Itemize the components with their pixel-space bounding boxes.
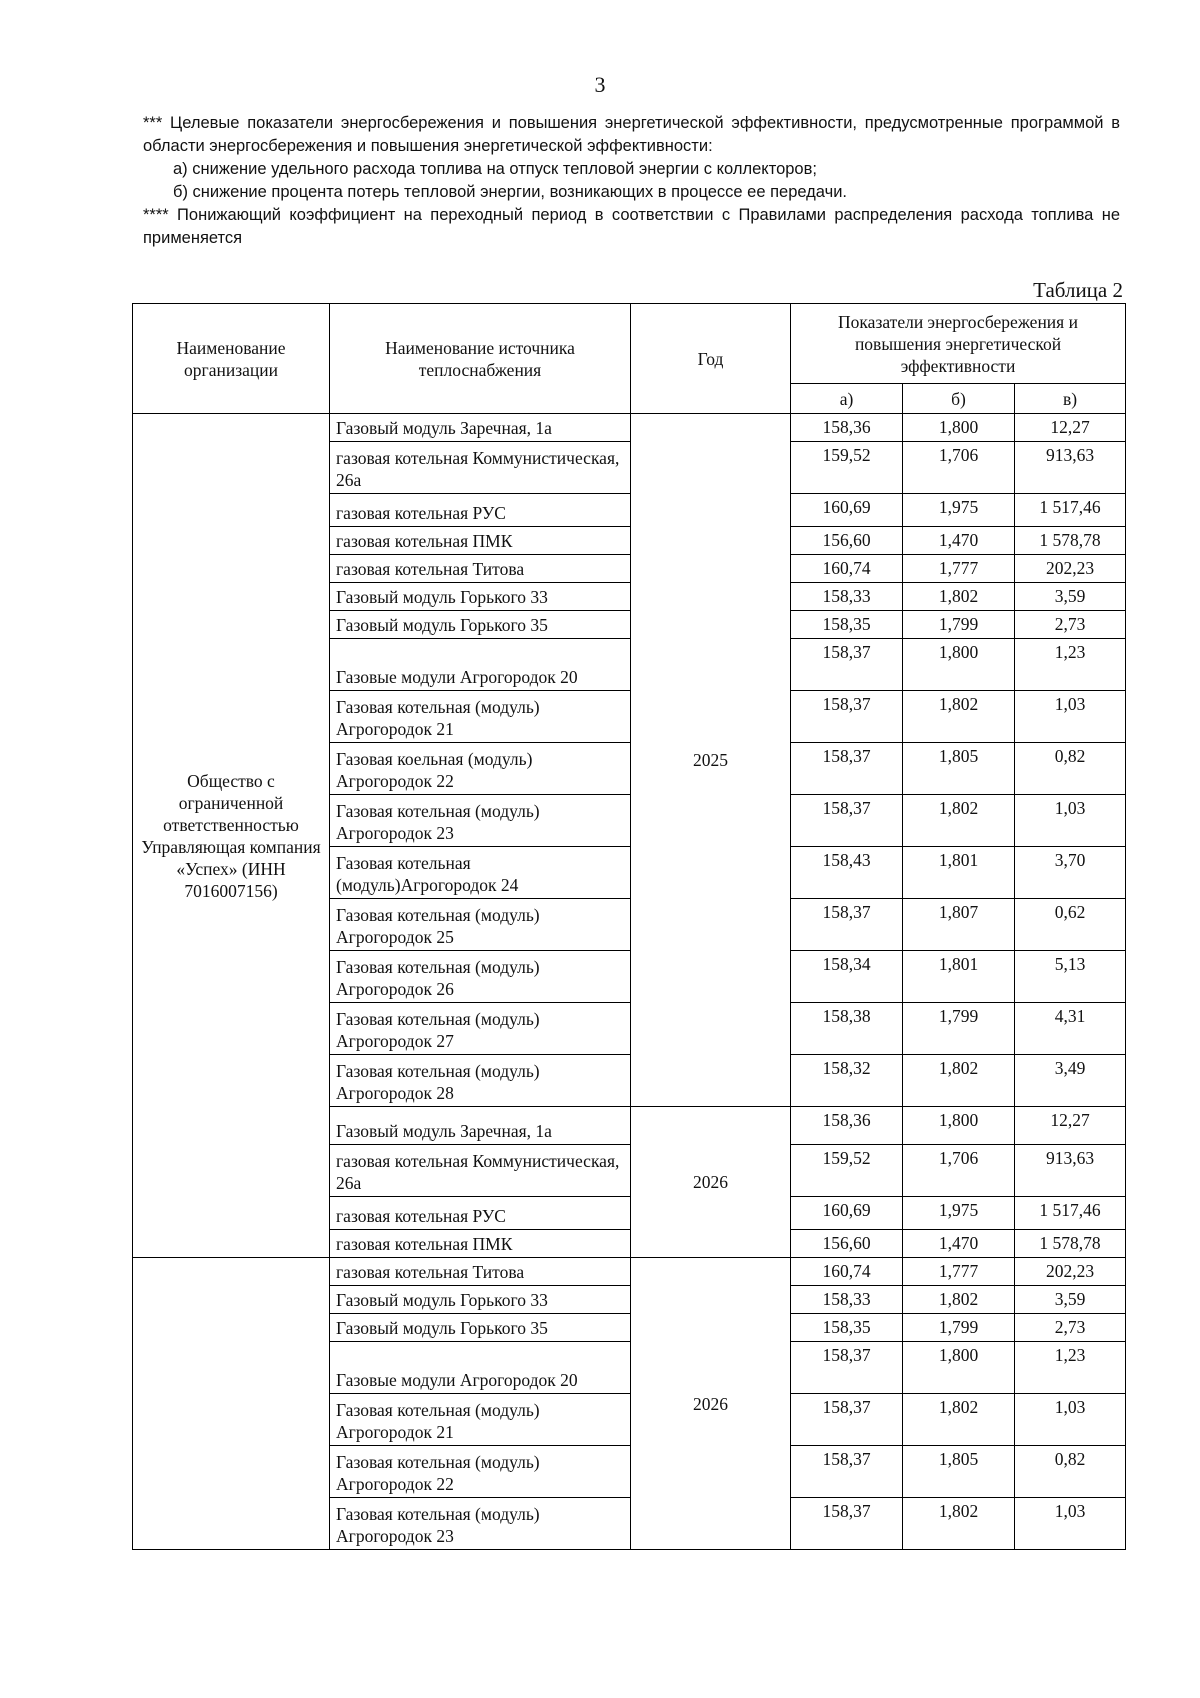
indicator-b-value: 1,801 bbox=[903, 951, 1015, 1003]
indicator-a-value: 158,36 bbox=[791, 414, 903, 442]
indicator-c-value: 913,63 bbox=[1015, 442, 1126, 494]
table-row bbox=[133, 1258, 1126, 1286]
indicator-b-value: 1,777 bbox=[903, 555, 1015, 583]
footnote-targets: *** Целевые показатели энергосбережения и повышения энергетической эффективности, предусмотренные программой в области энергосбережения и повышения энергетической эффективности: bbox=[143, 114, 1120, 155]
indicator-a-value: 158,37 bbox=[791, 1498, 903, 1550]
indicator-b-value: 1,706 bbox=[903, 1145, 1015, 1197]
indicators-table bbox=[132, 303, 1126, 1550]
indicator-c-value: 1 517,46 bbox=[1015, 1197, 1126, 1230]
indicator-c-value: 1,03 bbox=[1015, 1498, 1126, 1550]
year-cell: 2026 bbox=[631, 1107, 791, 1258]
indicator-a-value: 156,60 bbox=[791, 527, 903, 555]
footnote-item-b: б) снижение процента потерь тепловой энергии, возникающих в процессе ее передачи. bbox=[173, 183, 848, 201]
indicator-a-value: 160,74 bbox=[791, 1258, 903, 1286]
heat-source-name: газовая котельная Титова bbox=[330, 555, 631, 583]
indicator-c-value: 0,82 bbox=[1015, 743, 1126, 795]
footnote-item-a: а) снижение удельного расхода топлива на отпуск тепловой энергии с коллекторов; bbox=[173, 160, 817, 178]
heat-source-name: Газовый модуль Горького 35 bbox=[330, 1314, 631, 1342]
indicator-c-value: 3,49 bbox=[1015, 1055, 1126, 1107]
indicator-c-value: 202,23 bbox=[1015, 555, 1126, 583]
indicator-b-value: 1,802 bbox=[903, 1394, 1015, 1446]
organization-name-continued bbox=[133, 1258, 330, 1550]
indicator-a-value: 158,37 bbox=[791, 1394, 903, 1446]
indicator-a-value: 158,37 bbox=[791, 1446, 903, 1498]
heat-source-name: Газовые модули Агрогородок 20 bbox=[330, 639, 631, 691]
indicator-c-value: 3,59 bbox=[1015, 1286, 1126, 1314]
heat-source-name: газовая котельная Титова bbox=[330, 1258, 631, 1286]
heat-source-name: Газовая котельная (модуль) Агрогородок 21 bbox=[330, 691, 631, 743]
indicator-a-value: 158,33 bbox=[791, 1286, 903, 1314]
indicator-a-value: 158,32 bbox=[791, 1055, 903, 1107]
indicator-a-value: 158,43 bbox=[791, 847, 903, 899]
indicator-b-value: 1,801 bbox=[903, 847, 1015, 899]
indicator-a-value: 158,35 bbox=[791, 1314, 903, 1342]
indicator-b-value: 1,802 bbox=[903, 1286, 1015, 1314]
indicator-c-value: 1 578,78 bbox=[1015, 527, 1126, 555]
heat-source-name: газовая котельная Коммунистическая, 26а bbox=[330, 442, 631, 494]
header-indicator-b: б) bbox=[903, 384, 1015, 414]
heat-source-name: Газовая котельная (модуль) Агрогородок 26 bbox=[330, 951, 631, 1003]
header-indicator-a: а) bbox=[791, 384, 903, 414]
organization-name: Общество с ограниченной ответственностью Управляющая компания «Успех» (ИНН 7016007156) bbox=[133, 414, 330, 1258]
indicator-a-value: 160,74 bbox=[791, 555, 903, 583]
indicator-c-value: 1 578,78 bbox=[1015, 1230, 1126, 1258]
indicator-b-value: 1,800 bbox=[903, 1107, 1015, 1145]
indicator-a-value: 160,69 bbox=[791, 1197, 903, 1230]
heat-source-name: Газовая котельная (модуль) Агрогородок 28 bbox=[330, 1055, 631, 1107]
indicator-c-value: 1,03 bbox=[1015, 1394, 1126, 1446]
indicator-c-value: 5,13 bbox=[1015, 951, 1126, 1003]
table-caption: Таблица 2 bbox=[1033, 278, 1123, 302]
footnote-coefficient: **** Понижающий коэффициент на переходный период в соответствии с Правилами распределения расхода топлива не применяется bbox=[143, 206, 1120, 247]
header-heat-source: Наименование источника теплоснабжения bbox=[330, 304, 631, 414]
indicator-c-value: 0,62 bbox=[1015, 899, 1126, 951]
indicator-c-value: 1,23 bbox=[1015, 1342, 1126, 1394]
heat-source-name: газовая котельная РУС bbox=[330, 494, 631, 527]
indicator-a-value: 156,60 bbox=[791, 1230, 903, 1258]
indicator-a-value: 158,36 bbox=[791, 1107, 903, 1145]
heat-source-name: Газовая котельная (модуль) Агрогородок 25 bbox=[330, 899, 631, 951]
heat-source-name: Газовый модуль Заречная, 1а bbox=[330, 414, 631, 442]
heat-source-name: Газовый модуль Горького 33 bbox=[330, 583, 631, 611]
indicator-a-value: 158,37 bbox=[791, 1342, 903, 1394]
indicator-c-value: 2,73 bbox=[1015, 1314, 1126, 1342]
indicator-b-value: 1,799 bbox=[903, 1314, 1015, 1342]
indicator-a-value: 158,34 bbox=[791, 951, 903, 1003]
year-cell: 2026 bbox=[631, 1258, 791, 1550]
heat-source-name: Газовая котельная (модуль) Агрогородок 23 bbox=[330, 795, 631, 847]
indicator-b-value: 1,802 bbox=[903, 583, 1015, 611]
indicator-b-value: 1,805 bbox=[903, 1446, 1015, 1498]
heat-source-name: Газовый модуль Горького 35 bbox=[330, 611, 631, 639]
indicator-a-value: 158,37 bbox=[791, 691, 903, 743]
header-organization: Наименование организации bbox=[133, 304, 330, 414]
header-year: Год bbox=[631, 304, 791, 414]
indicator-c-value: 12,27 bbox=[1015, 414, 1126, 442]
indicator-b-value: 1,800 bbox=[903, 1342, 1015, 1394]
heat-source-name: Газовый модуль Заречная, 1а bbox=[330, 1107, 631, 1145]
indicator-a-value: 158,35 bbox=[791, 611, 903, 639]
indicator-a-value: 158,33 bbox=[791, 583, 903, 611]
indicator-b-value: 1,799 bbox=[903, 1003, 1015, 1055]
heat-source-name: Газовый модуль Горького 33 bbox=[330, 1286, 631, 1314]
indicator-c-value: 913,63 bbox=[1015, 1145, 1126, 1197]
heat-source-name: Газовая котельная (модуль)Агрогородок 24 bbox=[330, 847, 631, 899]
indicator-c-value: 12,27 bbox=[1015, 1107, 1126, 1145]
indicator-b-value: 1,975 bbox=[903, 494, 1015, 527]
heat-source-name: Газовая котельная (модуль) Агрогородок 23 bbox=[330, 1498, 631, 1550]
indicator-c-value: 1,23 bbox=[1015, 639, 1126, 691]
heat-source-name: газовая котельная Коммунистическая, 26а bbox=[330, 1145, 631, 1197]
page-number: 3 bbox=[594, 72, 606, 97]
indicator-a-value: 158,37 bbox=[791, 743, 903, 795]
footnotes bbox=[143, 112, 1120, 250]
heat-source-name: Газовая котельная (модуль) Агрогородок 21 bbox=[330, 1394, 631, 1446]
indicator-b-value: 1,800 bbox=[903, 639, 1015, 691]
indicator-b-value: 1,470 bbox=[903, 1230, 1015, 1258]
heat-source-name: Газовая котельная (модуль) Агрогородок 27 bbox=[330, 1003, 631, 1055]
indicator-c-value: 3,70 bbox=[1015, 847, 1126, 899]
indicator-b-value: 1,800 bbox=[903, 414, 1015, 442]
indicator-b-value: 1,802 bbox=[903, 1055, 1015, 1107]
indicator-b-value: 1,802 bbox=[903, 691, 1015, 743]
indicator-a-value: 158,38 bbox=[791, 1003, 903, 1055]
heat-source-name: Газовая котельная (модуль) Агрогородок 22 bbox=[330, 1446, 631, 1498]
heat-source-name: газовая котельная РУС bbox=[330, 1197, 631, 1230]
indicator-b-value: 1,799 bbox=[903, 611, 1015, 639]
indicator-c-value: 4,31 bbox=[1015, 1003, 1126, 1055]
indicator-b-value: 1,706 bbox=[903, 442, 1015, 494]
indicator-c-value: 1,03 bbox=[1015, 795, 1126, 847]
indicator-c-value: 202,23 bbox=[1015, 1258, 1126, 1286]
indicator-b-value: 1,805 bbox=[903, 743, 1015, 795]
indicator-a-value: 158,37 bbox=[791, 899, 903, 951]
indicator-c-value: 2,73 bbox=[1015, 611, 1126, 639]
indicator-b-value: 1,807 bbox=[903, 899, 1015, 951]
heat-source-name: Газовая коельная (модуль) Агрогородок 22 bbox=[330, 743, 631, 795]
heat-source-name: Газовые модули Агрогородок 20 bbox=[330, 1342, 631, 1394]
indicator-a-value: 159,52 bbox=[791, 442, 903, 494]
indicator-b-value: 1,802 bbox=[903, 1498, 1015, 1550]
indicator-c-value: 3,59 bbox=[1015, 583, 1126, 611]
indicator-b-value: 1,470 bbox=[903, 527, 1015, 555]
indicator-a-value: 160,69 bbox=[791, 494, 903, 527]
indicator-b-value: 1,802 bbox=[903, 795, 1015, 847]
indicator-c-value: 1,03 bbox=[1015, 691, 1126, 743]
heat-source-name: газовая котельная ПМК bbox=[330, 1230, 631, 1258]
header-indicators: Показатели энергосбережения и повышения энергетической эффективности bbox=[791, 304, 1126, 384]
indicator-a-value: 158,37 bbox=[791, 795, 903, 847]
year-cell: 2025 bbox=[631, 414, 791, 1107]
table-row bbox=[133, 414, 1126, 442]
header-indicator-c: в) bbox=[1015, 384, 1126, 414]
indicator-c-value: 1 517,46 bbox=[1015, 494, 1126, 527]
heat-source-name: газовая котельная ПМК bbox=[330, 527, 631, 555]
indicator-a-value: 159,52 bbox=[791, 1145, 903, 1197]
indicator-a-value: 158,37 bbox=[791, 639, 903, 691]
indicator-b-value: 1,975 bbox=[903, 1197, 1015, 1230]
indicator-b-value: 1,777 bbox=[903, 1258, 1015, 1286]
indicator-c-value: 0,82 bbox=[1015, 1446, 1126, 1498]
